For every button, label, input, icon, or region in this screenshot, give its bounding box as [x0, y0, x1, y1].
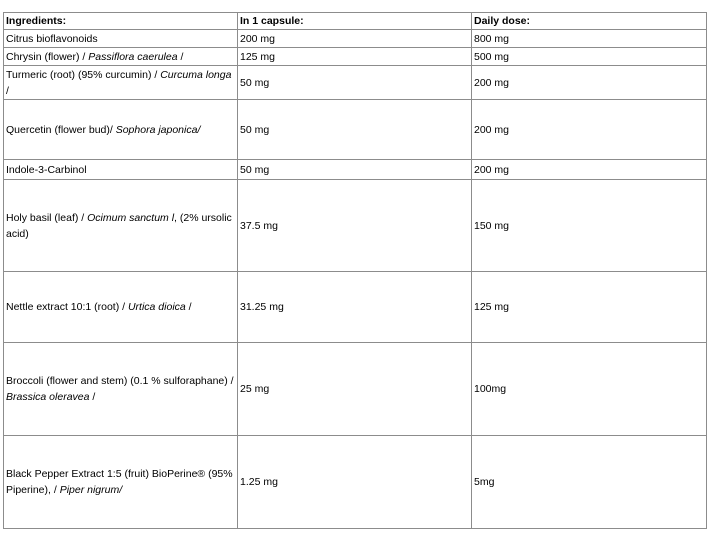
ingredient-name: Broccoli (flower and stem) (0.1 % sulforaphane) / — [6, 375, 234, 387]
ingredient-name: Holy basil (leaf) / — [6, 211, 88, 224]
ingredient-cell — [4, 343, 238, 436]
table-row — [4, 272, 707, 343]
daily-dose: 500 mg — [472, 48, 707, 66]
latin-name: Piper nigrum/ — [59, 484, 123, 496]
capsule-amount: 200 mg — [238, 30, 472, 48]
ingredient-name: Chrysin (flower) / — [6, 50, 89, 63]
capsule-amount: 50 mg — [238, 66, 472, 100]
latin-name: Sophora japonica/ — [115, 123, 201, 136]
header-in-1-capsule: In 1 capsule: — [238, 13, 472, 30]
ingredient-name: Citrus bioflavonoids — [6, 32, 98, 45]
capsule-amount: 25 mg — [238, 343, 472, 436]
ingredient-cell — [4, 48, 238, 66]
daily-dose: 200 mg — [472, 66, 707, 100]
table-row — [4, 436, 707, 529]
ingredient-name: Indole-3-Carbinol — [6, 163, 87, 176]
table-row — [4, 66, 707, 100]
ingredient-name: Quercetin (flower bud)/ — [6, 123, 116, 136]
ingredient-name: Nettle extract 10:1 (root) / — [6, 301, 128, 313]
daily-dose: 5mg — [472, 436, 707, 529]
ingredient-suffix: , (2% ursolic acid) — [6, 211, 232, 240]
table-row — [4, 343, 707, 436]
capsule-amount: 50 mg — [238, 100, 472, 160]
ingredients-table — [3, 12, 707, 529]
daily-dose: 200 mg — [472, 100, 707, 160]
daily-dose: 150 mg — [472, 180, 707, 272]
table-row — [4, 100, 707, 160]
header-daily-dose: Daily dose: — [472, 13, 707, 30]
ingredient-suffix: / — [177, 50, 184, 63]
latin-name: Ocimum sanctum l — [87, 211, 175, 224]
capsule-amount: 31.25 mg — [238, 272, 472, 343]
table-row — [4, 48, 707, 66]
latin-name: Brassica oleravea — [6, 391, 90, 403]
capsule-amount: 1.25 mg — [238, 436, 472, 529]
table-header-row — [4, 13, 707, 30]
header-ingredients: Ingredients: — [4, 13, 238, 30]
daily-dose: 200 mg — [472, 160, 707, 180]
capsule-amount: 125 mg — [238, 48, 472, 66]
table-row — [4, 180, 707, 272]
capsule-amount: 37.5 mg — [238, 180, 472, 272]
ingredient-suffix: / — [185, 301, 192, 313]
ingredient-name: Black Pepper Extract 1:5 (fruit) BioPerine® (95% Piperine), / — [6, 468, 233, 496]
table-row — [4, 160, 707, 180]
daily-dose: 125 mg — [472, 272, 707, 343]
latin-name: Urtica dioica — [127, 301, 186, 313]
ingredient-suffix: / — [6, 84, 9, 97]
ingredient-suffix: / — [89, 391, 96, 403]
ingredient-cell — [4, 100, 238, 160]
ingredient-cell — [4, 66, 238, 100]
daily-dose: 800 mg — [472, 30, 707, 48]
latin-name: Passiflora caerulea — [88, 50, 178, 63]
capsule-amount: 50 mg — [238, 160, 472, 180]
ingredient-cell — [4, 436, 238, 529]
daily-dose: 100mg — [472, 343, 707, 436]
latin-name: Curcuma longa — [160, 68, 232, 81]
table-row — [4, 30, 707, 48]
ingredient-cell — [4, 30, 238, 48]
ingredient-cell — [4, 272, 238, 343]
ingredient-cell — [4, 180, 238, 272]
ingredient-cell — [4, 160, 238, 180]
ingredient-name: Turmeric (root) (95% curcumin) / — [6, 68, 161, 81]
